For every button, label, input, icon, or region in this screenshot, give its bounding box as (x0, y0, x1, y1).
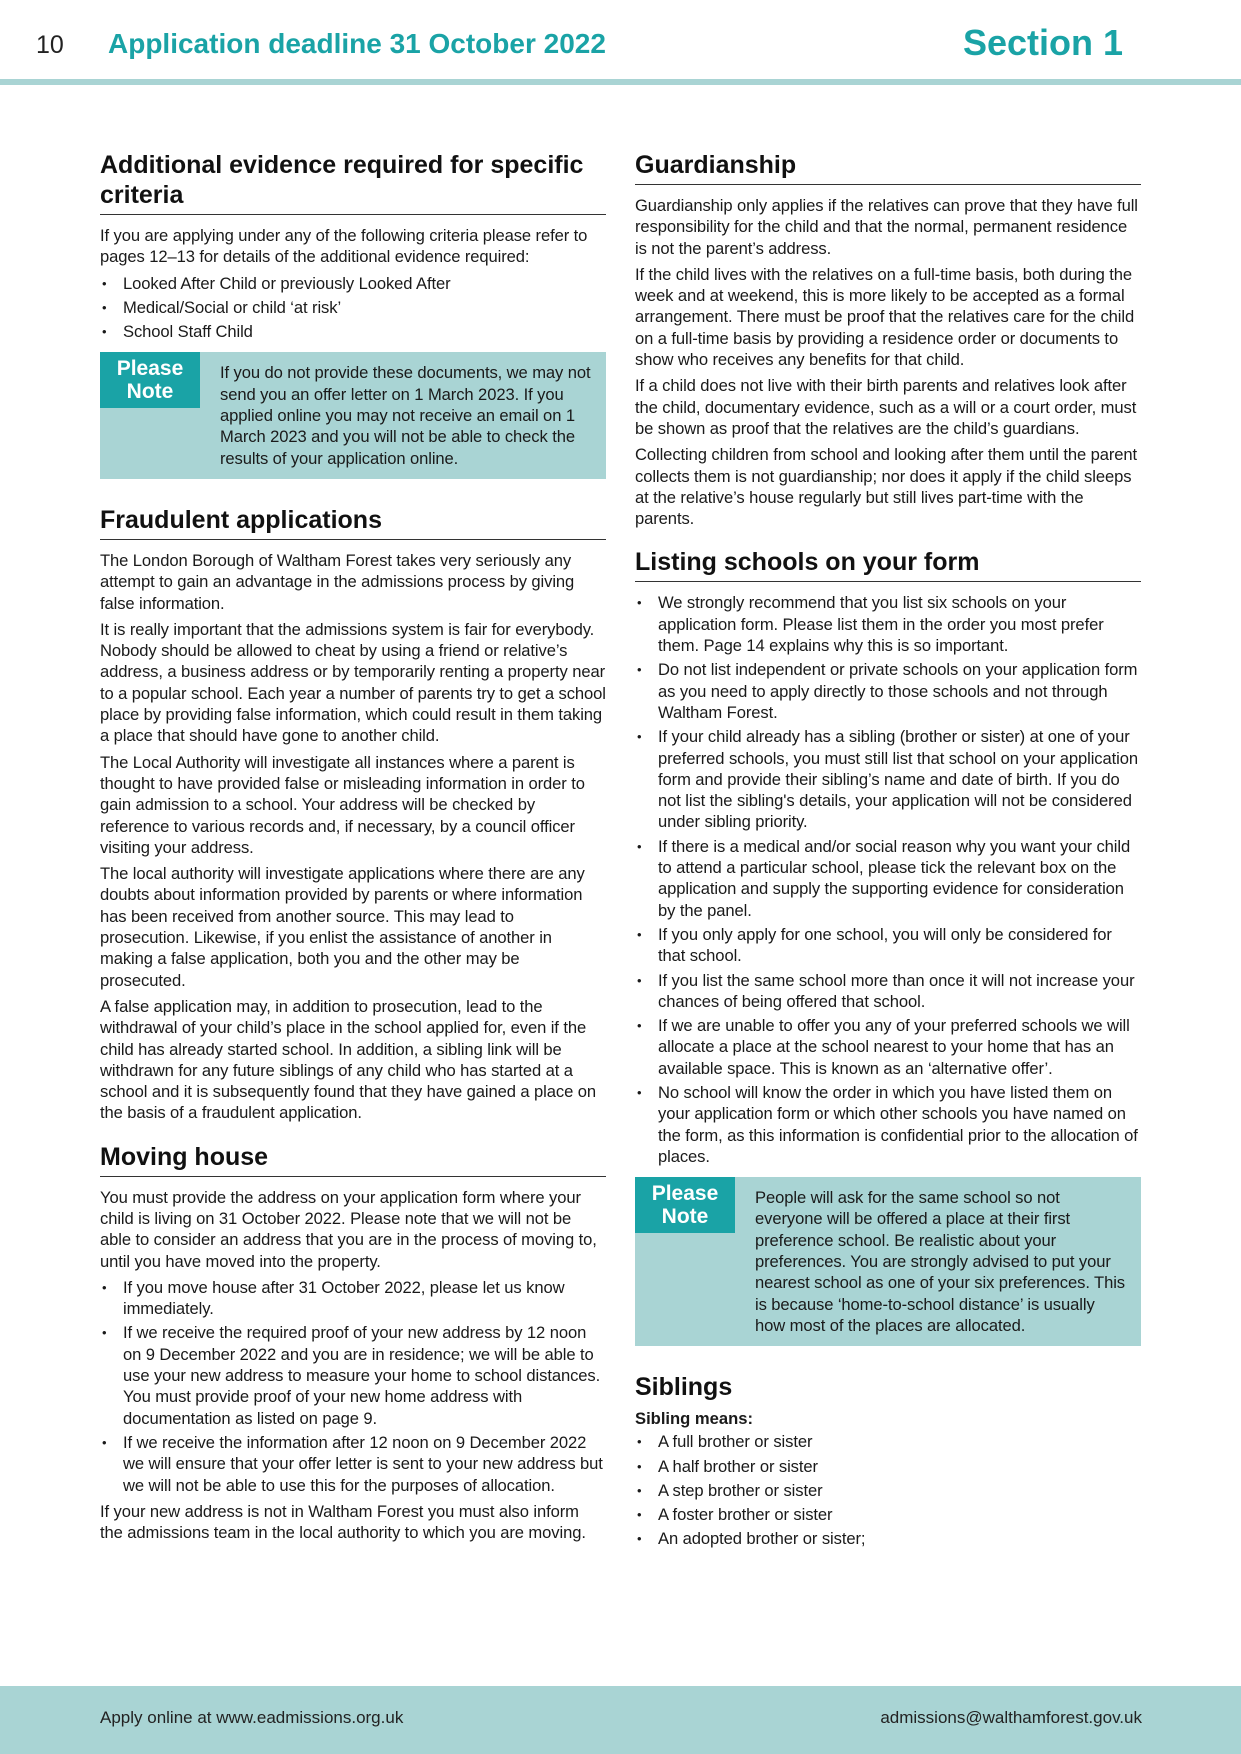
fraud-section (100, 505, 606, 1124)
evidence-section (100, 150, 606, 479)
listing-title: Listing schools on your form (635, 547, 1141, 582)
moving-list (100, 1277, 606, 1496)
section-label: Section 1 (962, 22, 1123, 63)
listing-list (635, 592, 1141, 1167)
page-footer (0, 1686, 1241, 1754)
paragraph: The London Borough of Waltham Forest takes very seriously any attempt to gain an advantage in the admissions process by giving false information. (100, 550, 575, 613)
evidence-list (100, 273, 606, 343)
note-badge-line-2: Note (126, 380, 174, 404)
left-column (100, 150, 606, 1548)
list-item: • An adopted brother or sister; (635, 1528, 1141, 1549)
list-item: • If your child already has a sibling (brother or sister) at one of your preferred schools, you must still list that school on your application form and provide their sibling’s name and date of birth. If you do not list the sibling's details, your application will not be considered under sibling priority. (635, 726, 1141, 832)
list-item: • No school will know the order in which you have listed them on your application form or which other schools you have named on the form, as this information is confidential prior to the allocation of places. (635, 1082, 1141, 1167)
please-note-box (635, 1177, 1141, 1346)
note-text: People will ask for the same school so not everyone will be offered a place at their first preference school. Be realistic about your preferences. You are strongly advised to put your nearest school as one of your six preferences. This is because ‘home-to-school distance’ is usually how most of the places are allocated. (755, 1188, 1125, 1335)
list-item: • A half brother or sister (635, 1456, 1141, 1477)
list-item: • Looked After Child or previously Looked After (100, 273, 606, 294)
please-note-box (100, 352, 606, 478)
moving-title: Moving house (100, 1142, 606, 1177)
siblings-section (635, 1372, 1141, 1549)
page-number: 10 (36, 31, 64, 59)
please-note-badge (100, 352, 200, 408)
fraud-title: Fraudulent applications (100, 505, 606, 540)
list-item: • If you move house after 31 October 2022, please let us know immediately. (100, 1277, 606, 1320)
evidence-intro: If you are applying under any of the following criteria please refer to pages 12–13 for details of the additional evidence required: (100, 226, 588, 267)
list-item: • A step brother or sister (635, 1480, 1141, 1501)
note-badge-line-2: Note (661, 1205, 709, 1229)
list-item: • If we are unable to offer you any of your preferred schools we will allocate a place at the school nearest to your home that has an available space. This is known as an ‘alternative offer’. (635, 1015, 1141, 1079)
list-item: • If you list the same school more than once it will not increase your chances of being offered that school. (635, 970, 1141, 1013)
list-item: • If we receive the information after 12 noon on 9 December 2022 we will ensure that your offer letter is sent to your new address but we will not be able to use this for the purposes of allocation. (100, 1432, 606, 1496)
list-item: • If we receive the required proof of your new address by 12 noon on 9 December 2022 and you are in residence; we will be able to use your new address to measure your home to school distances. You must provide proof of your new home address with documentation as listed on page 9. (100, 1322, 606, 1428)
paragraph: The Local Authority will investigate all instances where a parent is thought to have provided false or misleading information in order to gain admission to a school. Your address will be checked by reference to various records and, if necessary, by a council officer visiting your address. (100, 752, 585, 857)
guardianship-section (635, 150, 1141, 529)
list-item: • Medical/Social or child ‘at risk’ (100, 297, 606, 318)
note-badge-line-1: Please (116, 357, 184, 381)
paragraph: If the child lives with the relatives on a full-time basis, both during the week and at weekend, this is more likely to be accepted as a formal arrangement. There must be proof that the relatives care for the child on a full-time basis by providing a residence order or documents to show who receives any benefits for that child. (635, 264, 1135, 370)
note-text: If you do not provide these documents, we may not send you an offer letter on 1 March 2023. If you applied online you may not receive an email on 1 March 2023 and you will not be able to check the results of your application online. (220, 363, 591, 468)
siblings-list (635, 1431, 1141, 1549)
right-column (635, 150, 1141, 1555)
paragraph: If a child does not live with their birth parents and relatives look after the child, documentary evidence, such as a will or a court order, must be shown as proof that the relatives are the child’s guardians. (635, 376, 1137, 438)
paragraph: It is really important that the admissions system is fair for everybody. Nobody should be allowed to cheat by using a friend or relative’s address, a business address or by temporarily renting a property near to a popular school. Each year a number of parents try to get a school place by providing false information, which could result in them taking a place that should have gone to another child. (100, 619, 606, 746)
guardianship-title: Guardianship (635, 150, 1141, 185)
footer-email: admissions@walthamforest.gov.uk (880, 1708, 1142, 1727)
list-item: • School Staff Child (100, 321, 606, 342)
list-item: • Do not list independent or private schools on your application form as you need to apply directly to those schools and not through Waltham Forest. (635, 659, 1141, 723)
footer-apply-online: Apply online at www.eadmissions.org.uk (100, 1708, 404, 1727)
evidence-title: Additional evidence required for specific criteria (100, 150, 606, 215)
moving-intro: You must provide the address on your application form where your child is living on 31 October 2022. Please note that we will not be able to consider an address that you are in the process of moving to, until you have moved into the property. (100, 1187, 597, 1271)
please-note-badge (635, 1177, 735, 1233)
list-item: • If there is a medical and/or social reason why you want your child to attend a particular school, please tick the relevant box on the application and supply the supporting evidence for consideration by the panel. (635, 836, 1141, 921)
paragraph: Guardianship only applies if the relatives can prove that they have full responsibility for the child and that the normal, permanent residence is not the parent’s address. (635, 196, 1138, 258)
header-rule (0, 79, 1241, 85)
listing-section (635, 547, 1141, 1346)
moving-outro: If your new address is not in Waltham Forest you must also inform the admissions team in the local authority to which you are moving. (100, 1501, 586, 1543)
paragraph: A false application may, in addition to prosecution, lead to the withdrawal of your child’s place in the school applied for, even if the child has already started school. In addition, a sibling link will be withdrawn for any future siblings of any child who has started at a school and it is subsequently found that they have gained a place on the basis of a fraudulent application. (100, 996, 596, 1123)
note-badge-line-1: Please (651, 1182, 719, 1206)
list-item: • If you only apply for one school, you will only be considered for that school. (635, 924, 1141, 967)
siblings-title: Siblings (635, 1373, 733, 1402)
paragraph: Collecting children from school and looking after them until the parent collects them is not guardianship; nor does it apply if the child sleeps at the relative’s house regularly but still lives part-time with the parents. (635, 445, 1138, 529)
moving-section (100, 1142, 606, 1544)
list-item: • A foster brother or sister (635, 1504, 1141, 1525)
list-item: • We strongly recommend that you list six schools on your application form. Please list them in the order you most prefer them. Page 14 explains why this is so important. (635, 592, 1141, 656)
page-header (0, 0, 1241, 86)
paragraph: The local authority will investigate applications where there are any doubts about information provided by parents or where information has been received from another source. This may lead to prosecution. Likewise, if you enlist the assistance of another in making a false application, both you and the other may be prosecuted. (100, 864, 585, 990)
deadline-heading: Application deadline 31 October 2022 (108, 28, 606, 59)
siblings-subhead: Sibling means: (635, 1409, 754, 1429)
list-item: • A full brother or sister (635, 1431, 1141, 1452)
